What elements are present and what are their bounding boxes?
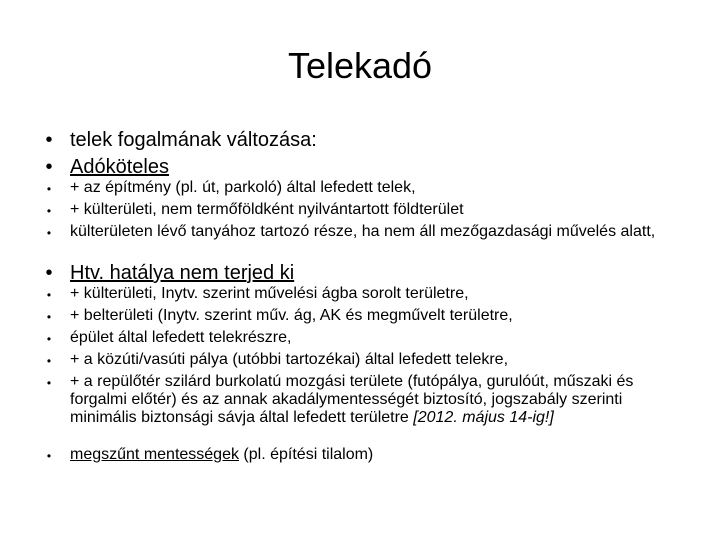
list-item-text xyxy=(70,446,670,464)
bullet-icon: • xyxy=(46,182,52,196)
bullet-icon: • xyxy=(46,376,52,390)
bullet-icon: • xyxy=(46,310,52,324)
list-item-text: telek fogalmának változása: xyxy=(70,129,317,151)
list-item-text: külterületen lévő tanyához tartozó része, ha nem áll mezőgazdasági művelés alatt, xyxy=(70,223,656,240)
list-item-text: + a közúti/vasúti pálya (utóbbi tartozékai) által lefedett telekre, xyxy=(70,351,509,368)
bullet-icon: • xyxy=(46,288,52,302)
bullet-icon: • xyxy=(45,129,53,151)
bullet-icon: • xyxy=(46,226,52,240)
section-heading: Adóköteles xyxy=(70,156,169,178)
bullet-icon: • xyxy=(46,332,52,346)
list-item-text: + külterületi, Inytv. szerint művelési ágba sorolt területre, xyxy=(70,285,469,302)
list-item-main-text: + a repülőtér szilárd burkolatú mozgási területe (futópálya, gurulóút, műszaki és forgalmi előtér) és az annak akadálymentességét biztosító, jogszabály szerinti minimális biztonsági sávja által lefedett területre xyxy=(70,373,634,426)
exemptions-link-text: megszűnt mentességek xyxy=(70,446,239,463)
slide-title: Telekadó xyxy=(287,45,433,86)
bullet-icon: • xyxy=(46,204,52,218)
list-item-text: + belterületi (Inytv. szerint műv. ág, AK és megművelt területre, xyxy=(70,307,513,324)
bullet-icon: • xyxy=(46,449,52,463)
list-item-text xyxy=(70,373,670,427)
date-note: [2012. május 14-ig!] xyxy=(413,409,554,426)
bullet-icon: • xyxy=(45,156,53,178)
list-item-rest-text: (pl. építési tilalom) xyxy=(238,446,374,463)
list-item-text: + külterületi, nem termőföldként nyilvántartott földterület xyxy=(70,201,464,218)
list-item-text: + az építmény (pl. út, parkoló) által lefedett telek, xyxy=(70,179,416,196)
list-item-text: épület által lefedett telekrészre, xyxy=(70,329,292,346)
bullet-icon: • xyxy=(45,262,53,284)
bullet-icon: • xyxy=(46,354,52,368)
section-heading: Htv. hatálya nem terjed ki xyxy=(70,262,295,284)
